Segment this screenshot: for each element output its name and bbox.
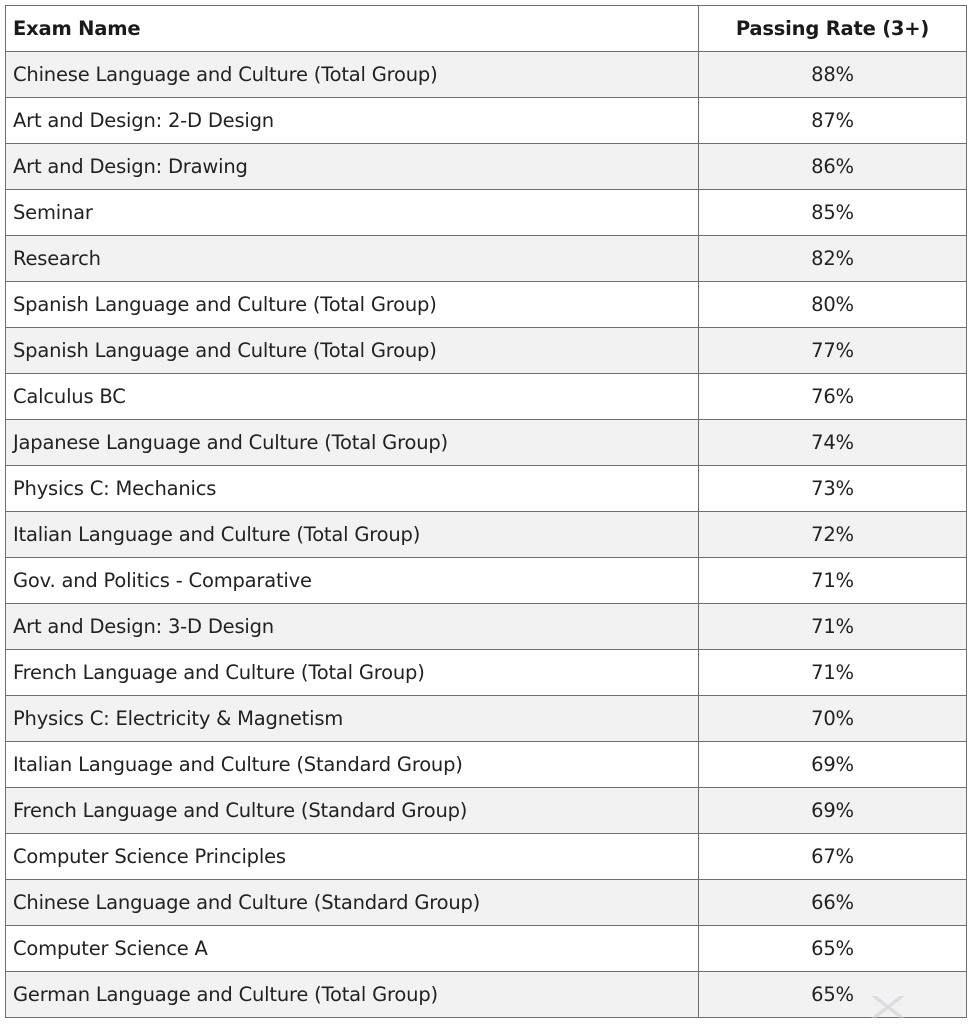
exam-name-cell: Seminar: [6, 190, 699, 236]
exam-name-cell: Italian Language and Culture (Standard Group): [6, 742, 699, 788]
passing-rate-cell: 71%: [699, 604, 967, 650]
table-row: [6, 52, 967, 98]
table-row: [6, 328, 967, 374]
exam-name-cell: Italian Language and Culture (Total Group): [6, 512, 699, 558]
passing-rate-cell: 69%: [699, 788, 967, 834]
passing-rate-cell: 65%: [699, 926, 967, 972]
passing-rate-cell: 74%: [699, 420, 967, 466]
passing-rate-cell: 66%: [699, 880, 967, 926]
passing-rate-table: [5, 5, 967, 1018]
passing-rate-cell: 76%: [699, 374, 967, 420]
exam-name-cell: Chinese Language and Culture (Standard Group): [6, 880, 699, 926]
passing-rate-cell: 77%: [699, 328, 967, 374]
passing-rate-cell: 67%: [699, 834, 967, 880]
exam-name-cell: Spanish Language and Culture (Total Group): [6, 328, 699, 374]
passing-rate-cell: 71%: [699, 558, 967, 604]
table-row: [6, 558, 967, 604]
table-row: [6, 512, 967, 558]
passing-rate-cell: 88%: [699, 52, 967, 98]
passing-rate-cell: 82%: [699, 236, 967, 282]
exam-name-cell: Gov. and Politics - Comparative: [6, 558, 699, 604]
exam-name-cell: Research: [6, 236, 699, 282]
table-row: [6, 466, 967, 512]
table-row: [6, 236, 967, 282]
passing-rate-cell: 86%: [699, 144, 967, 190]
exam-name-cell: French Language and Culture (Standard Group): [6, 788, 699, 834]
exam-name-cell: Physics C: Mechanics: [6, 466, 699, 512]
passing-rate-cell: 87%: [699, 98, 967, 144]
passing-rate-cell: 85%: [699, 190, 967, 236]
header-passing-rate: Passing Rate (3+): [699, 6, 967, 52]
table-row: [6, 972, 967, 1018]
exam-name-cell: Art and Design: Drawing: [6, 144, 699, 190]
table-row: [6, 926, 967, 972]
table-row: [6, 880, 967, 926]
table-row: [6, 374, 967, 420]
table-row: [6, 98, 967, 144]
exam-name-cell: Physics C: Electricity & Magnetism: [6, 696, 699, 742]
table-row: [6, 742, 967, 788]
table-row: [6, 190, 967, 236]
header-exam-name: Exam Name: [6, 6, 699, 52]
table-row: [6, 696, 967, 742]
table-header: [6, 6, 967, 52]
table-row: [6, 604, 967, 650]
exam-name-cell: Art and Design: 3-D Design: [6, 604, 699, 650]
exam-name-cell: Art and Design: 2-D Design: [6, 98, 699, 144]
table-row: [6, 650, 967, 696]
passing-rate-cell: 69%: [699, 742, 967, 788]
passing-rate-cell: 80%: [699, 282, 967, 328]
exam-name-cell: Chinese Language and Culture (Total Group): [6, 52, 699, 98]
table-row: [6, 788, 967, 834]
passing-rate-cell: 70%: [699, 696, 967, 742]
passing-rate-cell: 65%: [699, 972, 967, 1018]
table-row: [6, 420, 967, 466]
table-row: [6, 834, 967, 880]
table-row: [6, 282, 967, 328]
exam-name-cell: Spanish Language and Culture (Total Group): [6, 282, 699, 328]
exam-name-cell: Calculus BC: [6, 374, 699, 420]
header-row: [6, 6, 967, 52]
exam-name-cell: German Language and Culture (Total Group): [6, 972, 699, 1018]
exam-name-cell: Computer Science A: [6, 926, 699, 972]
table-row: [6, 144, 967, 190]
passing-rate-cell: 73%: [699, 466, 967, 512]
exam-name-cell: Computer Science Principles: [6, 834, 699, 880]
exam-name-cell: French Language and Culture (Total Group): [6, 650, 699, 696]
table-body: [6, 52, 967, 1018]
passing-rate-cell: 72%: [699, 512, 967, 558]
passing-rate-table-container: [5, 5, 966, 1018]
passing-rate-cell: 71%: [699, 650, 967, 696]
exam-name-cell: Japanese Language and Culture (Total Group): [6, 420, 699, 466]
